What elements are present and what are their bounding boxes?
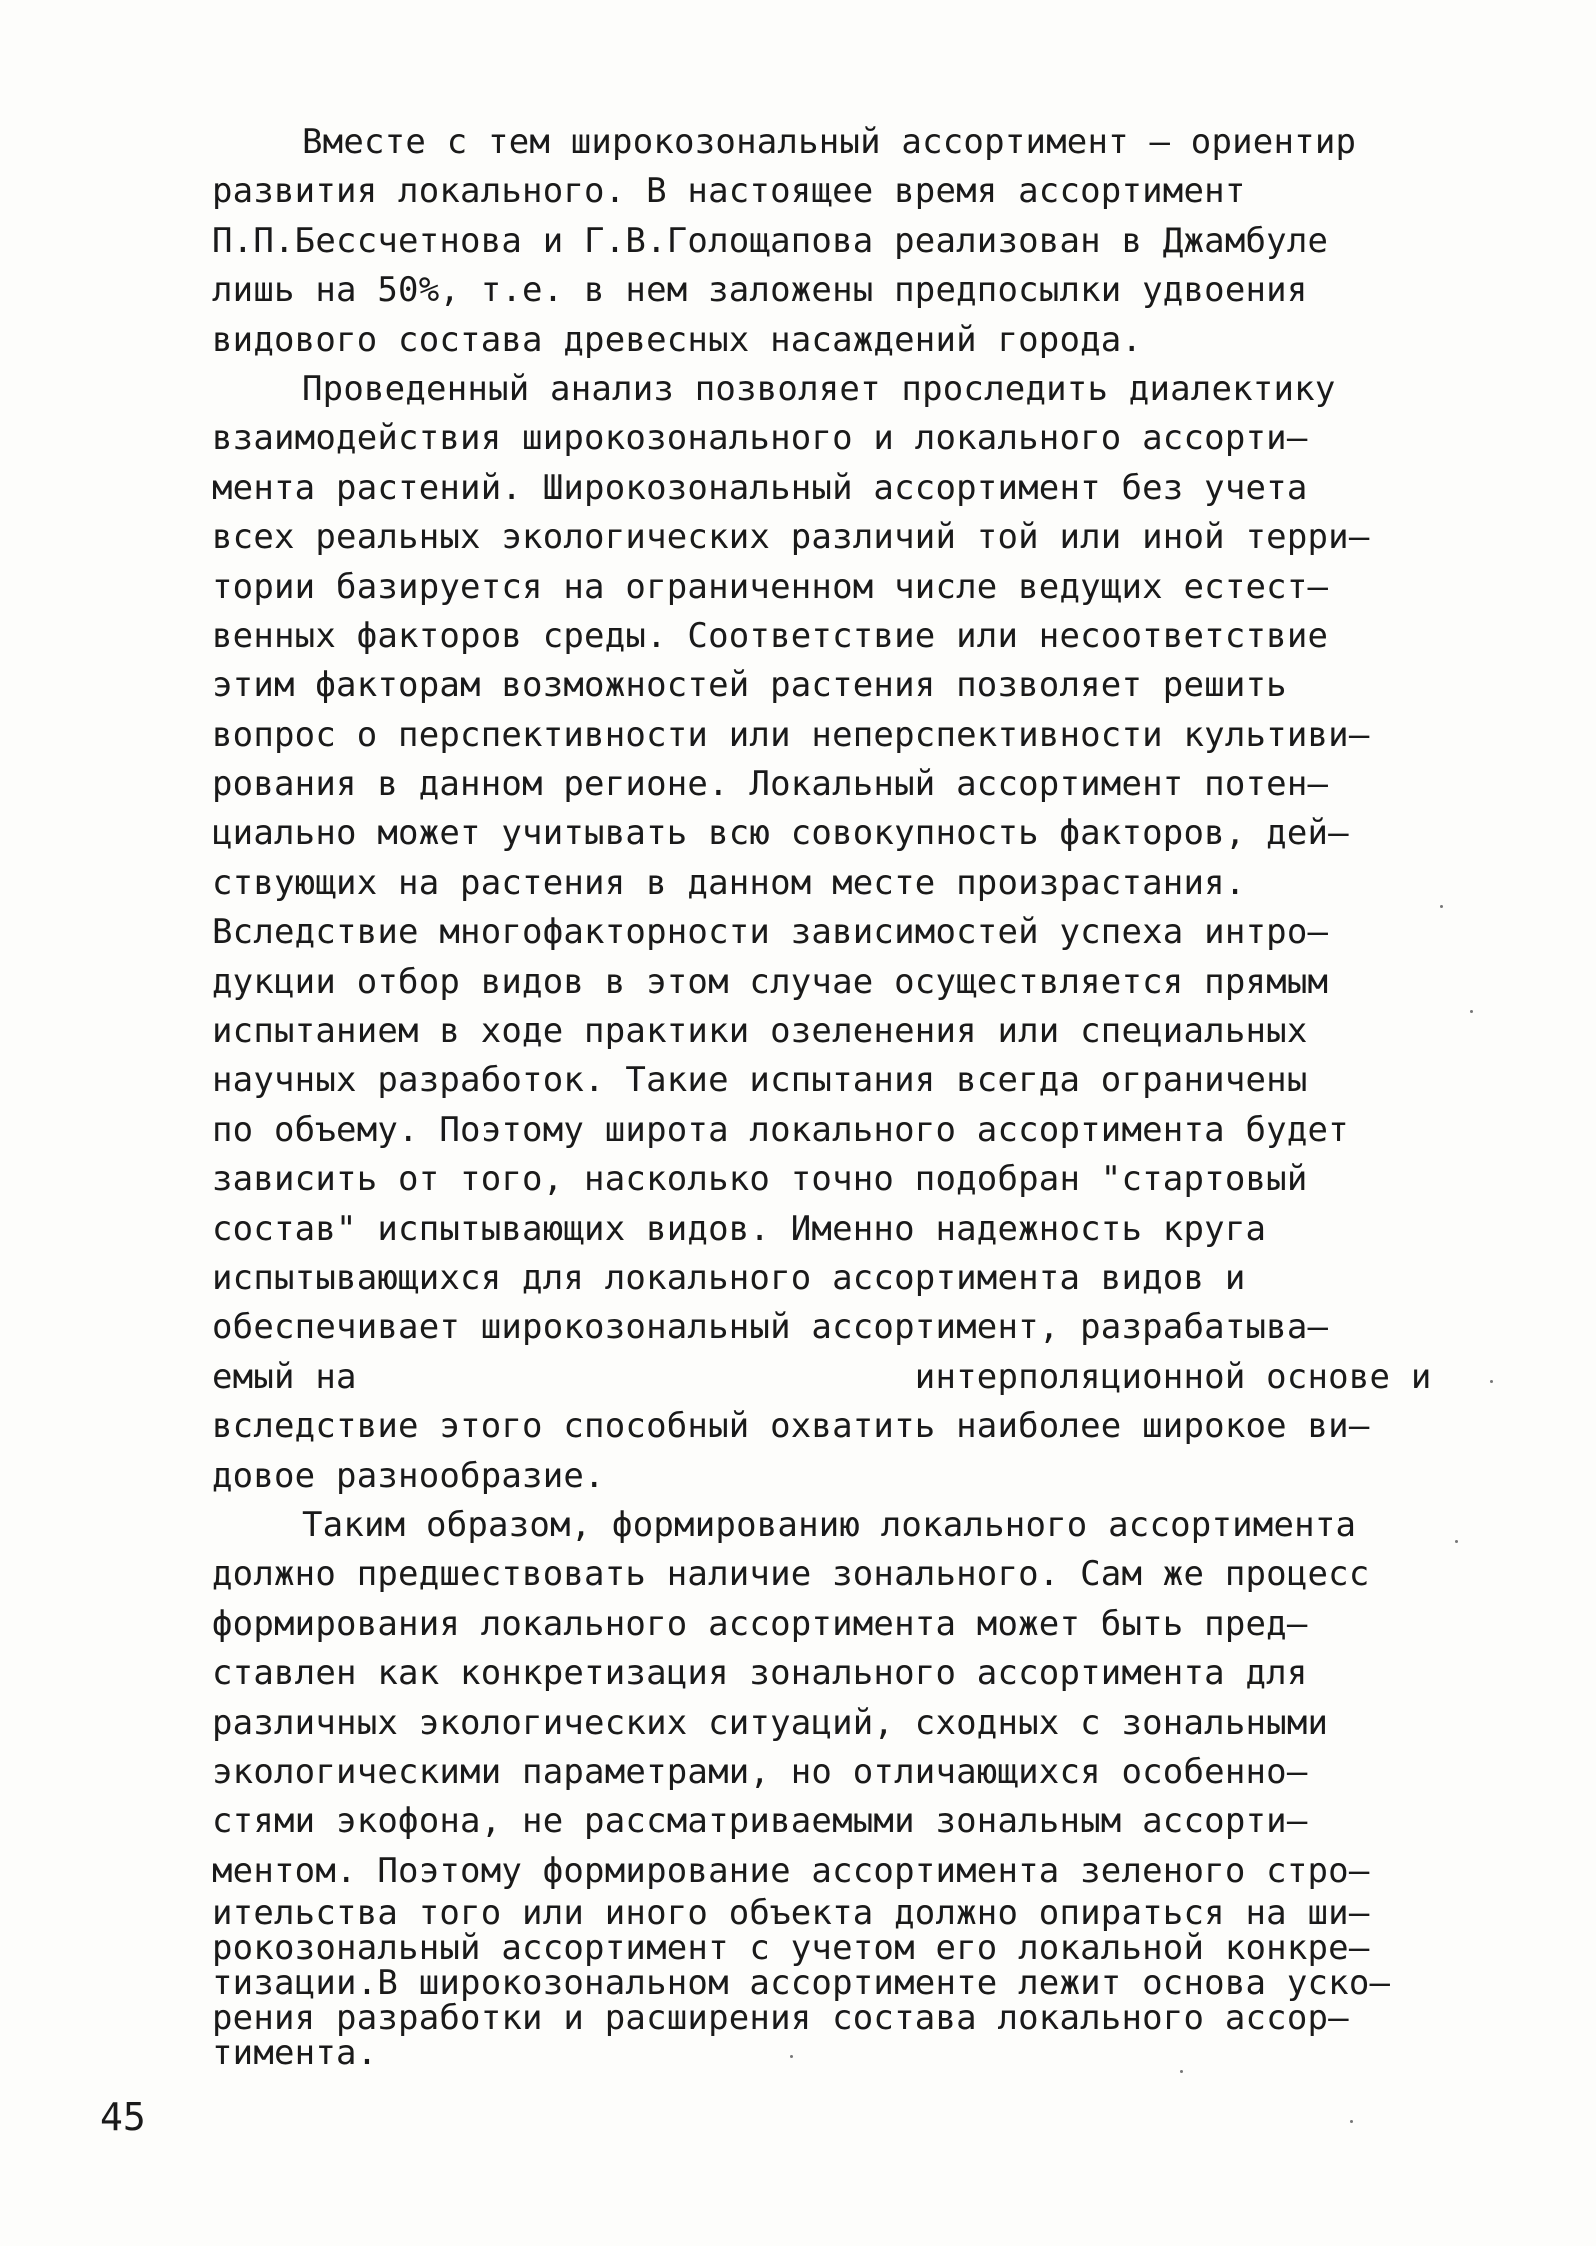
text-line: зависить от того, насколько точно подобран "стартовый xyxy=(212,1159,1308,1200)
scan-speck xyxy=(1470,1010,1473,1013)
text-line: вопрос о перспективности или неперспективности культиви– xyxy=(212,714,1370,755)
text-line: венных факторов среды. Соответствие или несоответствие xyxy=(212,615,1329,656)
text-line: рования в данном регионе. Локальный ассортимент потен– xyxy=(212,764,1329,805)
text-line: научных разработок. Такие испытания всегда ограничены xyxy=(212,1060,1308,1101)
text-line: видового состава древесных насаждений города. xyxy=(212,319,1143,360)
text-line: обеспечивает широкозональный ассортимент, разрабатыва– xyxy=(212,1307,1329,1348)
text-line: стями экофона, не рассматриваемыми зональным ассорти– xyxy=(212,1801,1308,1842)
text-line: взаимодействия широкозонального и локального ассорти– xyxy=(212,418,1308,459)
text-line: емый на интерполяционной основе и xyxy=(212,1356,1432,1397)
text-line: испытанием в ходе практики озеленения или специальных xyxy=(212,1011,1308,1052)
text-line: ительства того или иного объекта должно опираться на ши– xyxy=(212,1893,1370,1934)
text-line: ствующих на растения в данном месте произрастания. xyxy=(212,862,1246,903)
scan-speck xyxy=(1440,905,1443,908)
text-line: довое разнообразие. xyxy=(212,1455,605,1496)
paragraph-2 xyxy=(212,365,1512,1501)
body-text xyxy=(212,118,1512,2074)
text-line: состав" испытывающих видов. Именно надежность круга xyxy=(212,1208,1267,1249)
text-line: Проведенный анализ позволяет проследить диалектику xyxy=(302,368,1336,409)
paragraph-4 xyxy=(212,1893,1512,2074)
text-line: должно предшествовать наличие зонального. Сам же процесс xyxy=(212,1554,1370,1595)
text-line: Вместе с тем широкозональный ассортимент – ориентир xyxy=(302,122,1357,162)
paragraph-3 xyxy=(212,1501,1512,1896)
text-line: различных экологических ситуаций, сходных с зональными xyxy=(212,1702,1329,1743)
text-line: формирования локального ассортимента может быть пред– xyxy=(212,1603,1308,1644)
text-line: вследствие этого способный охватить наиболее широкое ви– xyxy=(212,1406,1370,1447)
text-line: всех реальных экологических различий той или иной терри– xyxy=(212,517,1370,558)
text-line: рокозональный ассортимент с учетом его локальной конкре– xyxy=(212,1928,1370,1969)
text-line: Вследствие многофакторности зависимостей успеха интро– xyxy=(212,912,1329,953)
text-line: тории базируется на ограниченном числе ведущих естест– xyxy=(212,566,1329,607)
text-line: ментом. Поэтому формирование ассортимента зеленого стро– xyxy=(212,1850,1370,1891)
text-line: мента растений. Широкозональный ассортимент без учета xyxy=(212,467,1308,508)
scan-speck xyxy=(790,2055,793,2058)
text-line: этим факторам возможностей растения позволяет решить xyxy=(212,665,1287,706)
text-line: лишь на 50%, т.е. в нем заложены предпосылки удвоения xyxy=(212,270,1308,311)
text-line: тизации.В широкозональном ассортименте лежит основа уско– xyxy=(212,1963,1391,2004)
scan-speck xyxy=(1455,1540,1458,1543)
scan-speck xyxy=(1350,2120,1353,2123)
text-line: по объему. Поэтому широта локального ассортимента будет xyxy=(212,1109,1349,1150)
text-line: П.П.Бессчетнова и Г.В.Голощапова реализован в Джамбуле xyxy=(212,220,1329,261)
scan-speck xyxy=(1490,1380,1493,1383)
text-line: рения разработки и расширения состава локального ассор– xyxy=(212,1998,1349,2039)
text-line: экологическими параметрами, но отличающихся особенно– xyxy=(212,1751,1308,1792)
text-line: циально может учитывать всю совокупность факторов, дей– xyxy=(212,813,1349,854)
text-line: тимента. xyxy=(212,2033,378,2074)
text-line: дукции отбор видов в этом случае осуществляется прямым xyxy=(212,961,1329,1002)
page-number: 45 xyxy=(100,2095,146,2139)
text-line: ставлен как конкретизация зонального ассортимента для xyxy=(212,1653,1308,1694)
paragraph-1 xyxy=(212,118,1512,365)
text-line: Таким образом, формированию локального ассортимента xyxy=(302,1504,1357,1545)
text-line: испытывающихся для локального ассортимента видов и xyxy=(212,1257,1246,1298)
scan-speck xyxy=(1180,2070,1183,2073)
text-line: развития локального. В настоящее время ассортимент xyxy=(212,171,1246,212)
